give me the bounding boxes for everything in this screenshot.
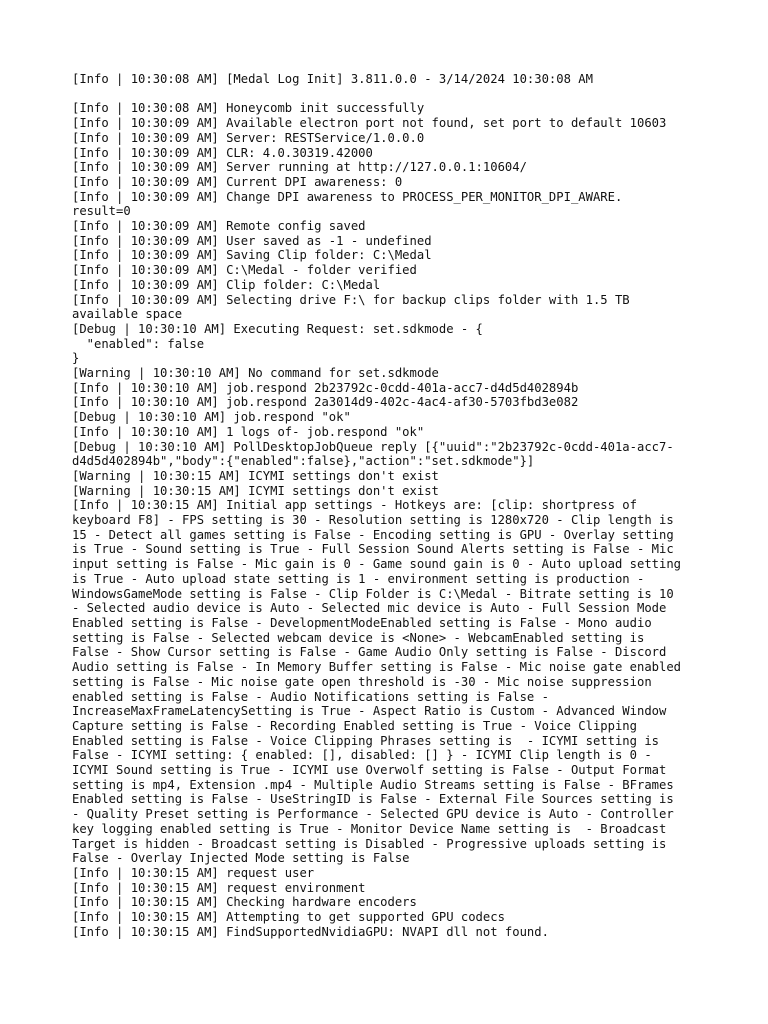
- log-line: [Info | 10:30:09 AM] Remote config saved: [72, 219, 366, 234]
- log-line: input setting is False - Mic gain is 0 - Game sound gain is 0 - Auto upload setting: [72, 557, 682, 572]
- log-line: [Info | 10:30:10 AM] job.respond 2b23792c-0cdd-401a-acc7-d4d5d402894b: [72, 380, 579, 395]
- log-line: [Info | 10:30:10 AM] job.respond 2a3014d9-402c-4ac4-af30-5703fbd3e082: [72, 395, 579, 410]
- log-line: [72, 87, 728, 102]
- log-line: [Info | 10:30:15 AM] request environment: [72, 880, 366, 895]
- log-line: Audio setting is False - In Memory Buffer setting is False - Mic noise gate enabled: [72, 660, 682, 675]
- log-line: WindowsGameMode setting is False - Clip Folder is C:\Medal - Bitrate setting is 10: [72, 586, 674, 601]
- log-line: [Debug | 10:30:10 AM] PollDesktopJobQueue reply [{"uuid":"2b23792c-0cdd-401a-acc7-: [72, 439, 674, 454]
- log-line: [Info | 10:30:09 AM] Available electron port not found, set port to default 10603: [72, 116, 667, 131]
- log-line: False - Show Cursor setting is False - Game Audio Only setting is False - Discord: [72, 645, 667, 660]
- log-line: [Info | 10:30:09 AM] User saved as -1 - undefined: [72, 233, 432, 248]
- log-line: [Info | 10:30:09 AM] Clip folder: C:\Medal: [72, 277, 381, 292]
- log-line: Enabled setting is False - Voice Clipping Phrases setting is - ICYMI setting is: [72, 733, 659, 748]
- log-line: keyboard F8] - FPS setting is 30 - Resolution setting is 1280x720 - Clip length is: [72, 513, 674, 528]
- log-line: [Warning | 10:30:10 AM] No command for set.sdkmode: [72, 366, 439, 381]
- log-line: [Info | 10:30:15 AM] Attempting to get supported GPU codecs: [72, 910, 505, 925]
- log-line: [Info | 10:30:08 AM] Honeycomb init successfully: [72, 101, 425, 116]
- log-line: [Info | 10:30:15 AM] Initial app settings - Hotkeys are: [clip: shortpress of: [72, 498, 637, 513]
- log-line: [Info | 10:30:09 AM] Server running at http://127.0.0.1:10604/: [72, 160, 527, 175]
- log-line: }: [72, 351, 80, 366]
- log-line: [Info | 10:30:08 AM] [Medal Log Init] 3.811.0.0 - 3/14/2024 10:30:08 AM: [72, 72, 593, 86]
- log-line: setting is mp4, Extension .mp4 - Multiple Audio Streams setting is False - BFrames: [72, 777, 674, 792]
- log-line: [Debug | 10:30:10 AM] Executing Request: set.sdkmode - {: [72, 321, 483, 336]
- log-line: - Quality Preset setting is Performance - Selected GPU device is Auto - Controller: [72, 807, 674, 822]
- log-line: Enabled setting is False - DevelopmentModeEnabled setting is False - Mono audio: [72, 616, 652, 630]
- log-line: [Info | 10:30:09 AM] C:\Medal - folder verified: [72, 263, 417, 278]
- log-line: key logging enabled setting is True - Monitor Device Name setting is - Broadcast: [72, 821, 667, 836]
- log-line: [Info | 10:30:09 AM] Server: RESTService/1.0.0.0: [72, 130, 425, 145]
- log-line: Enabled setting is False - UseStringID is False - External File Sources setting is: [72, 792, 674, 807]
- log-text: [72, 72, 728, 939]
- log-line: d4d5d402894b","body":{"enabled":false},"action":"set.sdkmode"}]: [72, 454, 535, 469]
- log-line: [Info | 10:30:15 AM] request user: [72, 865, 315, 880]
- log-line: is True - Auto upload state setting is 1 - environment setting is production -: [72, 571, 645, 586]
- log-line: 15 - Detect all games setting is False - Encoding setting is GPU - Overlay setting: [72, 527, 674, 542]
- log-line: False - Overlay Injected Mode setting is False: [72, 851, 410, 866]
- log-line: "enabled": false: [72, 336, 205, 351]
- log-line: ICYMI Sound setting is True - ICYMI use Overwolf setting is False - Output Format: [72, 763, 667, 778]
- log-line: [Info | 10:30:09 AM] CLR: 4.0.30319.42000: [72, 145, 373, 160]
- log-line: [Info | 10:30:15 AM] Checking hardware encoders: [72, 895, 417, 910]
- log-line: [Debug | 10:30:10 AM] job.respond "ok": [72, 410, 351, 425]
- log-line: Capture setting is False - Recording Enabled setting is True - Voice Clipping: [72, 718, 637, 733]
- log-line: available space: [72, 307, 183, 322]
- log-line: setting is False - Selected webcam device is <None> - WebcamEnabled setting is: [72, 630, 645, 645]
- log-line: - Selected audio device is Auto - Selected mic device is Auto - Full Session Mode: [72, 601, 667, 616]
- log-line: Target is hidden - Broadcast setting is Disabled - Progressive uploads setting is: [72, 836, 667, 851]
- log-line: [Info | 10:30:09 AM] Change DPI awareness to PROCESS_PER_MONITOR_DPI_AWARE.: [72, 189, 623, 204]
- log-line: [Warning | 10:30:15 AM] ICYMI settings don't exist: [72, 468, 439, 483]
- log-line: [Info | 10:30:09 AM] Saving Clip folder: C:\Medal: [72, 248, 432, 263]
- log-line: False - ICYMI setting: { enabled: [], disabled: [] } - ICYMI Clip length is 0 -: [72, 748, 652, 763]
- log-line: IncreaseMaxFrameLatencySetting is True - Aspect Ratio is Custom - Advanced Window: [72, 704, 667, 719]
- log-line: [Info | 10:30:15 AM] FindSupportedNvidiaGPU: NVAPI dll not found.: [72, 924, 549, 939]
- log-line: is True - Sound setting is True - Full Session Sound Alerts setting is False - Mic: [72, 542, 674, 557]
- log-line: [Info | 10:30:10 AM] 1 logs of- job.respond "ok": [72, 424, 425, 439]
- log-line: [Info | 10:30:09 AM] Current DPI awareness: 0: [72, 174, 403, 189]
- log-line: result=0: [72, 204, 131, 219]
- log-line: [Info | 10:30:09 AM] Selecting drive F:\ for backup clips folder with 1.5 TB: [72, 292, 630, 307]
- log-line: setting is False - Mic noise gate open threshold is -30 - Mic noise suppression: [72, 674, 652, 689]
- log-line: [Warning | 10:30:15 AM] ICYMI settings don't exist: [72, 483, 439, 498]
- log-line: enabled setting is False - Audio Notifications setting is False -: [72, 689, 549, 704]
